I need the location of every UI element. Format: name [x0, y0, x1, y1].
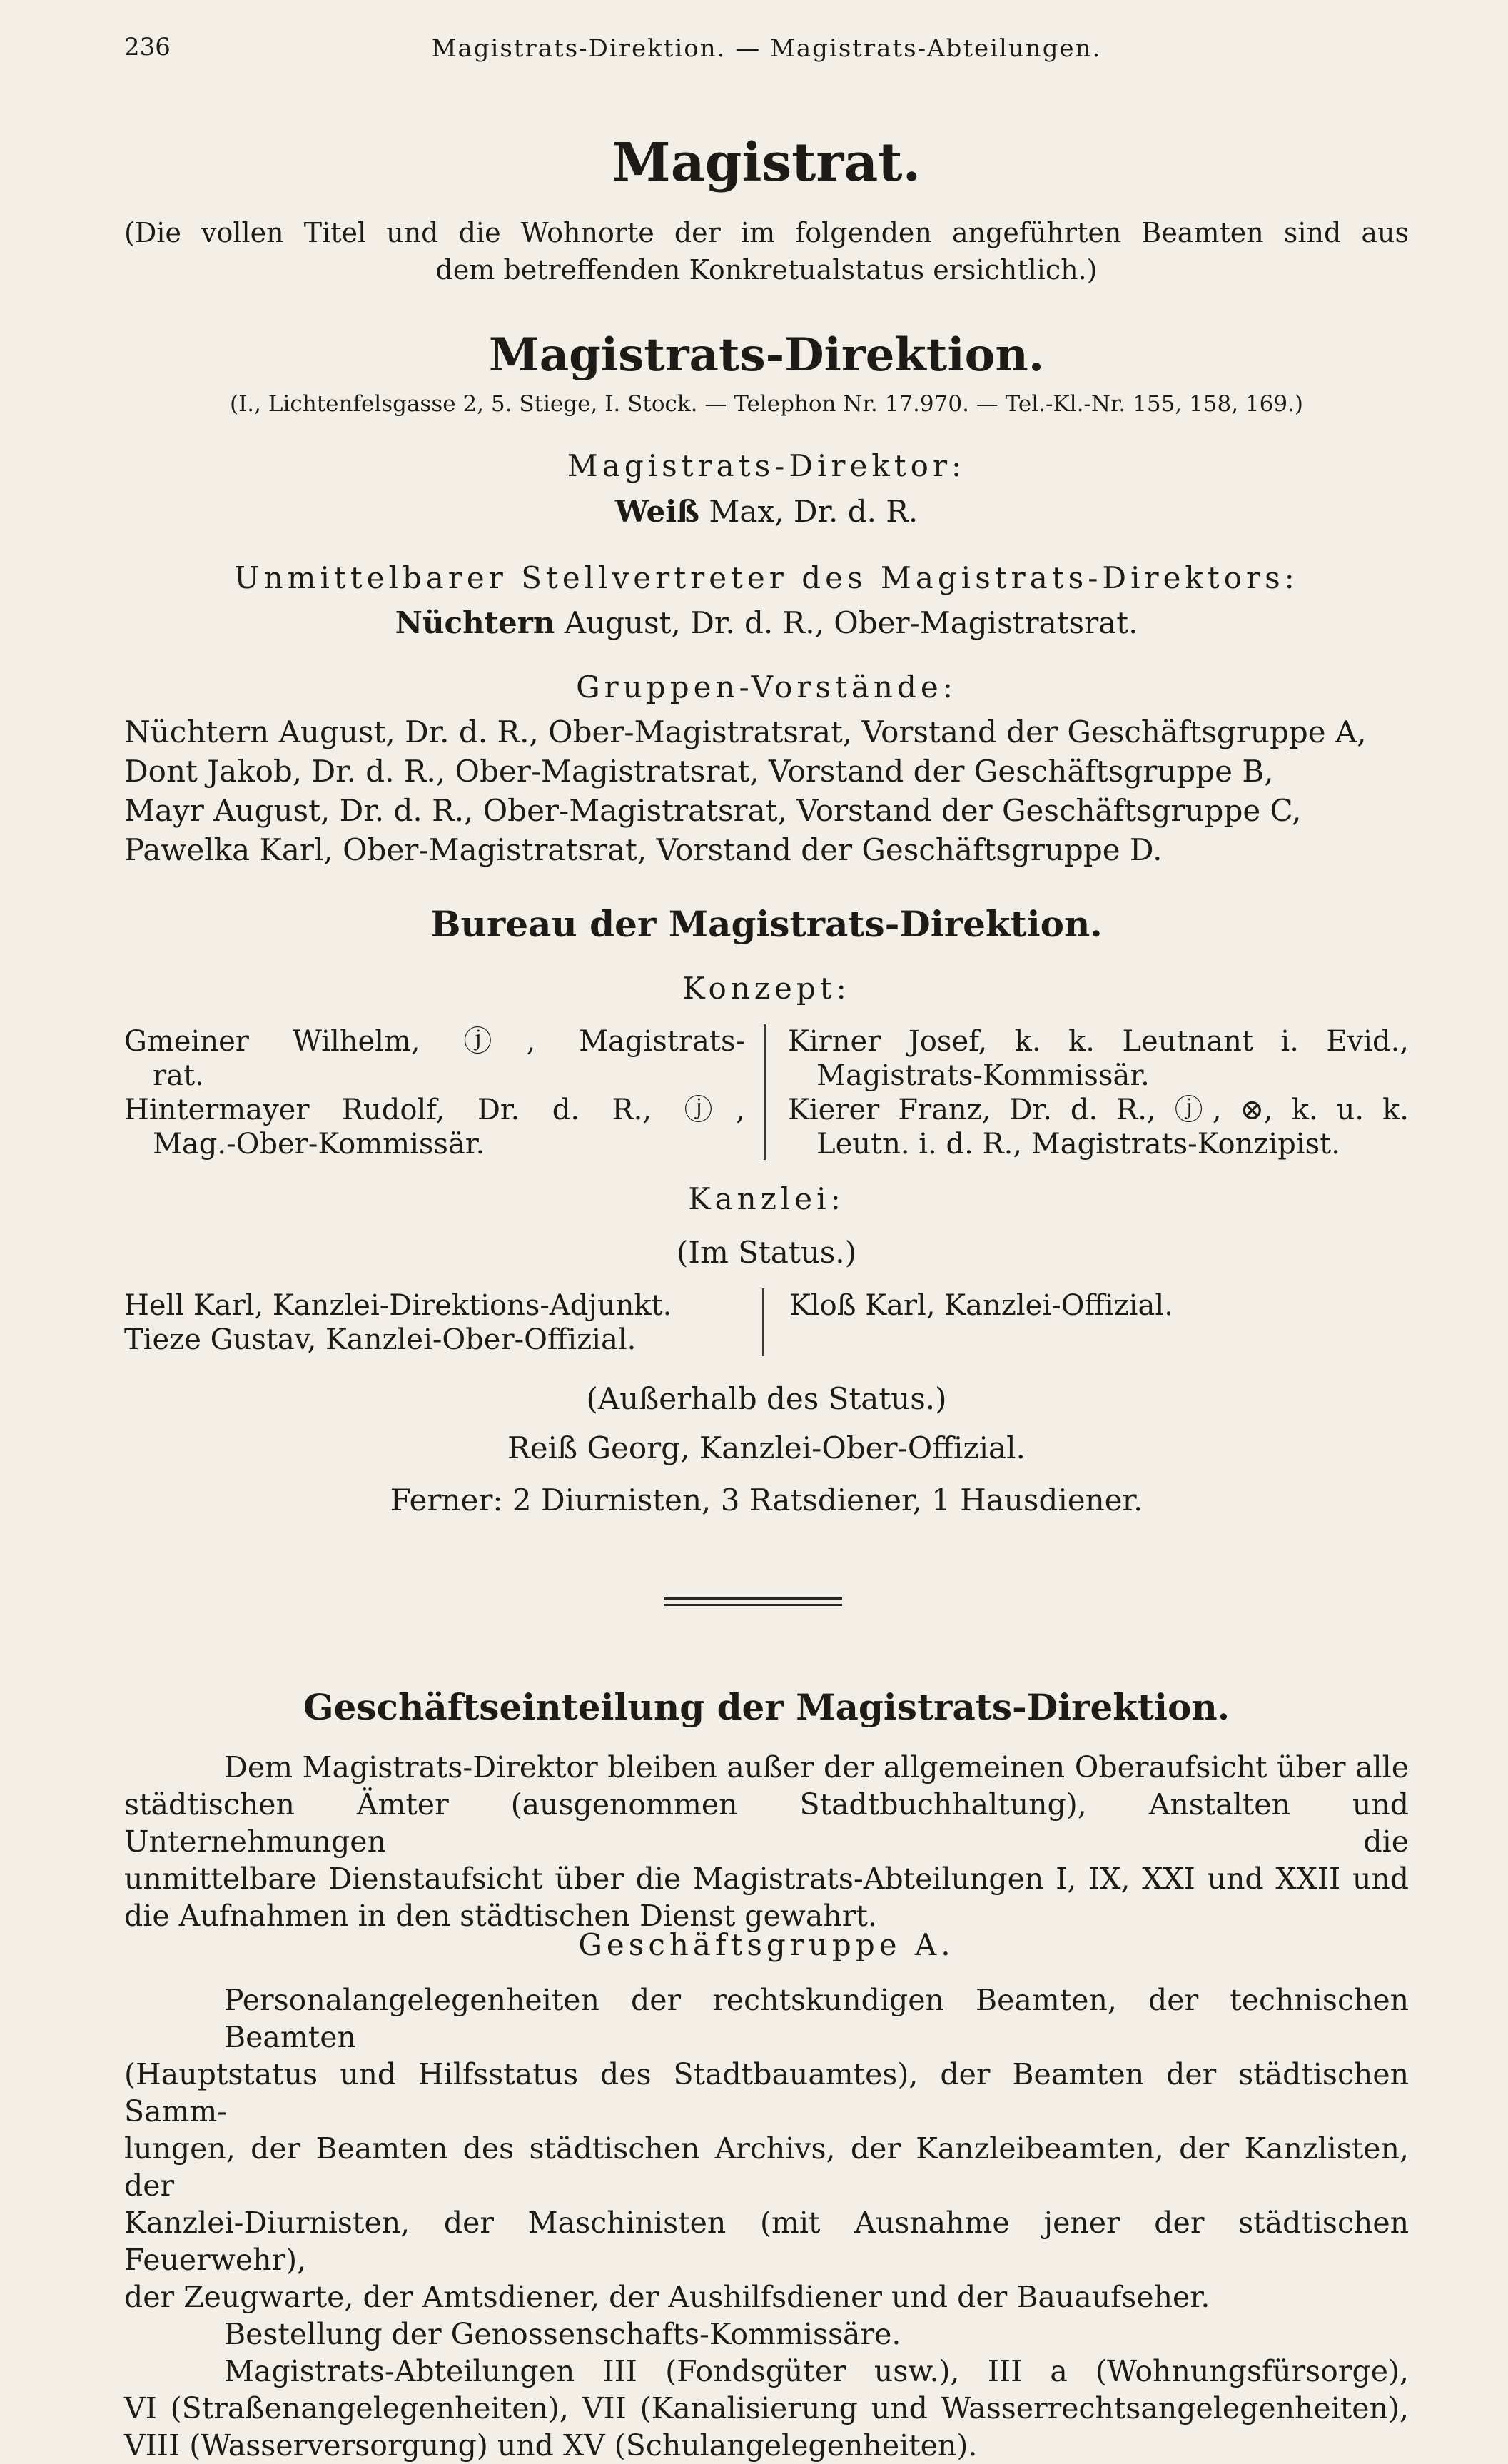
title-note [124, 214, 1409, 288]
list-item: Dont Jakob, Dr. d. R., Ober-Magistratsrat, Vorstand der Geschäftsgruppe B, [124, 754, 1274, 789]
stellvertreter-details: August, Dr. d. R., Ober-Magistratsrat. [555, 605, 1138, 640]
text-line: der Zeugwarte, der Amtsdiener, der Aushilfsdiener und der Bauaufseher. [124, 2280, 1210, 2314]
konzept-left-column [124, 1024, 745, 1161]
text-line: städtischen Ämter (ausgenommen Stadtbuchhaltung), Anstalten und Unternehmungen die [124, 1787, 1409, 1859]
text-line: (Hauptstatus und Hilfsstatus des Stadtbauamtes), der Beamten der städtischen Samm- [124, 2057, 1409, 2129]
list-item: Mayr August, Dr. d. R., Ober-Magistratsrat, Vorstand der Geschäftsgruppe C, [124, 793, 1302, 828]
text-line: VI (Straßenangelegenheiten), VII (Kanalisierung und Wasserrechtsangelegenheiten), [124, 2391, 1409, 2425]
direktor-details: Max, Dr. d. R. [699, 494, 919, 529]
section-heading-geschaeft: Geschäftseinteilung der Magistrats-Direktion. [303, 1686, 1230, 1728]
konzept-right-column [788, 1024, 1409, 1161]
kanzlei-left-column [124, 1288, 745, 1357]
list-item: Gmeiner Wilhelm, ⓙ, Magistrats- [124, 1025, 745, 1058]
paragraph-2 [124, 1981, 1409, 2464]
page-number: 236 [124, 33, 171, 61]
paragraph-1 [124, 1749, 1409, 1934]
text-line: lungen, der Beamten des städtischen Archivs, der Kanzleibeamten, der Kanzlisten, der [124, 2131, 1409, 2203]
kanzlei-label: Kanzlei: [688, 1181, 845, 1216]
list-item: Kierer Franz, Dr. d. R., ⓙ, ⊗, k. u. k. [788, 1094, 1409, 1126]
list-item: Magistrats-Kommissär. [816, 1059, 1150, 1092]
section-heading-bureau: Bureau der Magistrats-Direktion. [430, 903, 1103, 945]
ausser-status-label: (Außerhalb des Status.) [586, 1381, 947, 1416]
column-divider [762, 1288, 764, 1356]
list-item: Pawelka Karl, Ober-Magistratsrat, Vorstand der Geschäftsgruppe D. [124, 832, 1163, 867]
list-item: Mag.-Ober-Kommissär. [153, 1128, 485, 1161]
gruppen-list [124, 712, 1409, 869]
main-title: Magistrat. [612, 132, 921, 193]
konzept-label: Konzept: [682, 971, 851, 1006]
list-item: Leutn. i. d. R., Magistrats-Konzipist. [816, 1128, 1340, 1161]
im-status-label: (Im Status.) [676, 1235, 857, 1270]
konzept-columns [124, 1024, 1409, 1167]
running-title: Magistrats-Direktion. — Magistrats-Abteilungen. [431, 34, 1102, 63]
kanzlei-right-column [789, 1288, 1410, 1323]
direktor-name: Weiß [614, 494, 700, 529]
stellvertreter-label: Unmittelbarer Stellvertreter des Magistrats-Direktors: [234, 560, 1299, 595]
list-item: Hintermayer Rudolf, Dr. d. R., ⓙ, [124, 1094, 745, 1126]
text-line: Magistrats-Abteilungen III (Fondsgüter usw.), III a (Wohnungsfürsorge), [224, 2354, 1409, 2388]
ferner-entry: Ferner: 2 Diurnisten, 3 Ratsdiener, 1 Hausdiener. [390, 1483, 1143, 1518]
list-item: rat. [153, 1059, 204, 1092]
section-separator [664, 1597, 842, 1610]
column-divider [764, 1024, 766, 1160]
note-line: dem betreffenden Konkretualstatus ersichtlich.) [435, 254, 1098, 286]
list-item: Nüchtern August, Dr. d. R., Ober-Magistratsrat, Vorstand der Geschäftsgruppe A, [124, 715, 1367, 749]
text-line: die Aufnahmen in den städtischen Dienst gewahrt. [124, 1899, 877, 1933]
stellvertreter-entry [124, 605, 1409, 640]
text-line: Bestellung der Genossenschafts-Kommissäre. [224, 2317, 901, 2351]
direktor-label: Magistrats-Direktor: [567, 448, 966, 483]
note-line: (Die vollen Titel und die Wohnorte der im folgenden angeführten Beamten sind aus [124, 217, 1409, 248]
page-header [124, 27, 1409, 70]
separator-line [664, 1604, 842, 1606]
direktion-address: (I., Lichtenfelsgasse 2, 5. Stiege, I. Stock. — Telephon Nr. 17.970. — Tel.-Kl.-Nr. 155, 158, 169.) [229, 391, 1304, 417]
text-line: Personalangelegenheiten der rechtskundigen Beamten, der technischen Beamten [224, 1983, 1409, 2054]
list-item: Kirner Josef, k. k. Leutnant i. Evid., [788, 1025, 1409, 1058]
section-heading-direktion: Magistrats-Direktion. [488, 328, 1045, 382]
gruppe-a-label: Geschäftsgruppe A. [578, 1927, 955, 1962]
text-line: unmittelbare Dienstaufsicht über die Magistrats-Abteilungen I, IX, XXI und XXII und [124, 1862, 1409, 1896]
text-line: Kanzlei-Diurnisten, der Maschinisten (mit Ausnahme jener der städtischen Feuerwehr), [124, 2206, 1409, 2277]
direktor-entry [124, 494, 1409, 529]
stellvertreter-name: Nüchtern [395, 605, 555, 640]
text-line: VIII (Wasserversorgung) und XV (Schulangelegenheiten). [124, 2428, 978, 2463]
reiss-entry: Reiß Georg, Kanzlei-Ober-Offizial. [507, 1430, 1026, 1465]
list-item: Tieze Gustav, Kanzlei-Ober-Offizial. [124, 1323, 637, 1356]
kanzlei-columns [124, 1288, 1409, 1360]
list-item: Kloß Karl, Kanzlei-Offizial. [789, 1289, 1173, 1322]
text-line: Dem Magistrats-Direktor bleiben außer der allgemeinen Oberaufsicht über alle [224, 1750, 1409, 1784]
list-item: Hell Karl, Kanzlei-Direktions-Adjunkt. [124, 1289, 672, 1322]
gruppen-label: Gruppen-Vorstände: [576, 670, 957, 705]
separator-line [664, 1597, 842, 1600]
